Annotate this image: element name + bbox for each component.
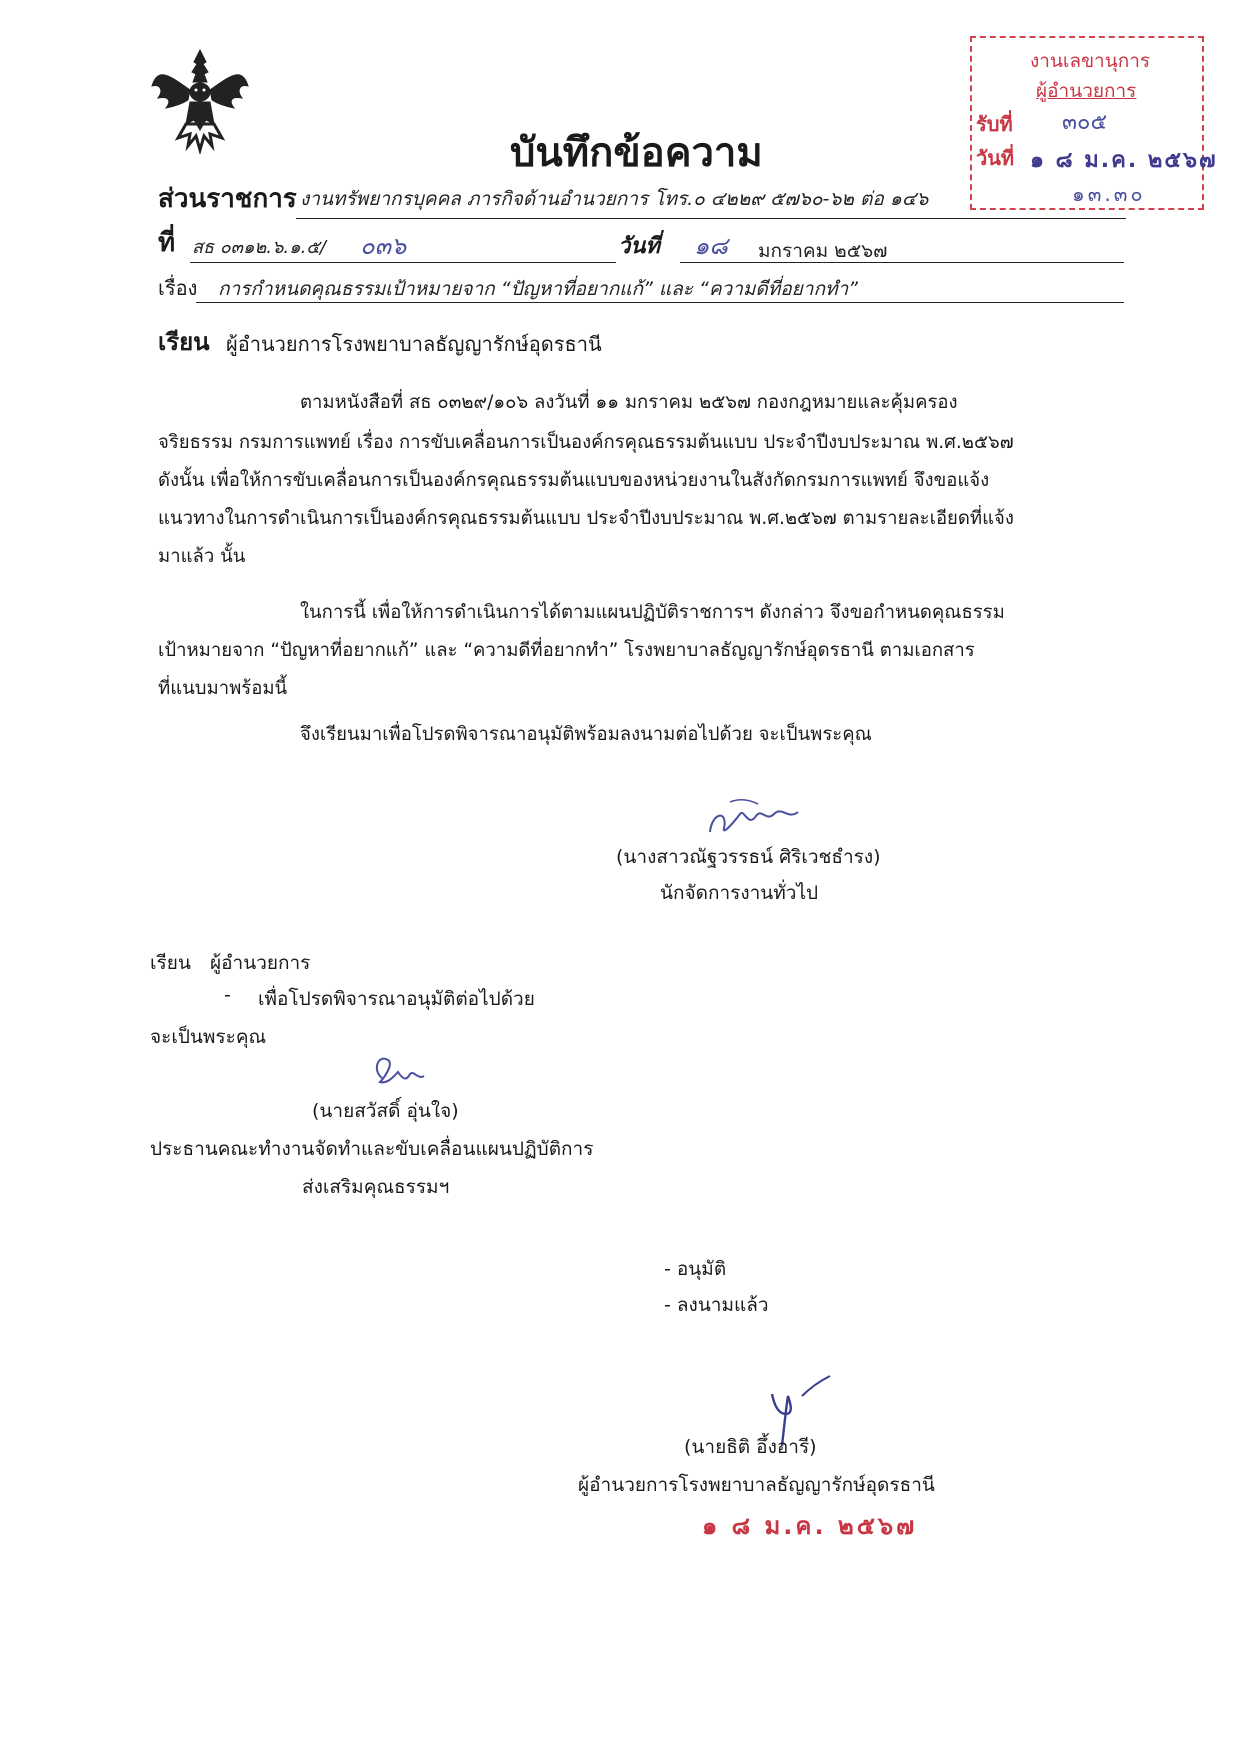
- approval-item-1: - อนุมัติ: [664, 1258, 727, 1280]
- para1-line4: แนวทางในการดำเนินการเป็นองค์กรคุณธรรมต้นแบบ ประจำปีงบประมาณ พ.ศ.๒๕๖๗ ตามรายละเอียดที่แจ้ง: [158, 508, 1014, 529]
- para1-line1: ตามหนังสือที่ สธ ๐๓๒๙/๑๐๖ ลงวันที่ ๑๑ มกราคม ๒๕๖๗ กองกฎหมายและคุ้มครอง: [300, 392, 958, 413]
- approver-name: (นายธิติ อึ้งอารี): [684, 1436, 817, 1458]
- ref-label: ที่: [158, 228, 176, 258]
- date-handwritten-day: ๑๘: [694, 232, 728, 260]
- ref-handwritten-number: ๐๓๖: [360, 232, 407, 260]
- subject-value: การกำหนดคุณธรรมเป้าหมายจาก “ปัญหาที่อยากแก้” และ “ความดีที่อยากทำ”: [218, 278, 859, 300]
- date-label: วันที่: [618, 234, 660, 259]
- stamp-date-value: ๑ ๘ ม.ค. ๒๕๖๗: [1030, 148, 1218, 173]
- endorse-position-line2: ส่งเสริมคุณธรรมฯ: [302, 1176, 450, 1198]
- approval-date-stamp: ๑ ๘ ม.ค. ๒๕๖๗: [702, 1512, 918, 1540]
- stamp-date-label: วันที่: [976, 146, 1015, 170]
- garuda-emblem-icon: [150, 46, 250, 154]
- endorse-to-label: เรียน: [150, 952, 191, 974]
- addressee-value: ผู้อำนวยการโรงพยาบาลธัญญารักษ์อุดรธานี: [226, 332, 602, 356]
- date-value: มกราคม ๒๕๖๗: [758, 240, 888, 262]
- approver-position: ผู้อำนวยการโรงพยาบาลธัญญารักษ์อุดรธานี: [578, 1474, 935, 1496]
- signature-1-icon: [700, 792, 810, 847]
- stamp-received-no: ๓๐๕: [1062, 110, 1108, 135]
- date-underline: [680, 262, 1124, 263]
- receiving-stamp: [970, 36, 1218, 210]
- signature-2-icon: [368, 1048, 438, 1097]
- ref-value: สธ ๐๓๑๒.๖.๑.๕/: [192, 237, 326, 258]
- stamp-director: ผู้อำนวยการ: [1036, 80, 1137, 102]
- signer-1-name: (นางสาวณัฐวรรธน์ ศิริเวชธำรง): [616, 846, 881, 868]
- ref-underline: [190, 262, 616, 263]
- agency-label: ส่วนราชการ: [158, 184, 297, 214]
- endorse-closing: จะเป็นพระคุณ: [150, 1026, 267, 1048]
- para2-line1: ในการนี้ เพื่อให้การดำเนินการได้ตามแผนปฏิบัติราชการฯ ดังกล่าว จึงขอกำหนดคุณธรรม: [300, 602, 1005, 623]
- para2-line2: เป้าหมายจาก “ปัญหาที่อยากแก้” และ “ความดีที่อยากทำ” โรงพยาบาลธัญญารักษ์อุดรธานี ตามเอกสาร: [158, 640, 975, 661]
- subject-underline: [196, 302, 1124, 303]
- endorse-bullet: -: [224, 984, 231, 1006]
- para1-line2: จริยธรรม กรมการแพทย์ เรื่อง การขับเคลื่อนการเป็นองค์กรคุณธรรมต้นแบบ ประจำปีงบประมาณ พ.ศ.๒๕๖๗: [158, 432, 1014, 453]
- closing-line: จึงเรียนมาเพื่อโปรดพิจารณาอนุมัติพร้อมลงนามต่อไปด้วย จะเป็นพระคุณ: [300, 724, 872, 745]
- subject-label: เรื่อง: [158, 276, 198, 300]
- addressee-label: เรียน: [158, 328, 210, 356]
- agency-value: งานทรัพยากรบุคคล ภารกิจด้านอำนวยการ โทร.๐ ๔๒๒๙ ๕๗๖๐-๖๒ ต่อ ๑๔๖: [300, 188, 929, 210]
- stamp-office: งานเลขานุการ: [1030, 50, 1151, 72]
- signer-1-position: นักจัดการงานทั่วไป: [660, 882, 819, 904]
- endorse-to-value: ผู้อำนวยการ: [210, 952, 311, 974]
- stamp-time-value: ๑๓.๓๐: [1072, 182, 1146, 206]
- para2-line3: ที่แนบมาพร้อมนี้: [158, 678, 288, 699]
- endorse-name: (นายสวัสดิ์ อุ่นใจ): [312, 1100, 459, 1122]
- document-title: บันทึกข้อความ: [510, 130, 763, 176]
- agency-underline: [296, 218, 1126, 219]
- endorse-position-line1: ประธานคณะทำงานจัดทำและขับเคลื่อนแผนปฏิบัติการ: [150, 1138, 594, 1160]
- para1-line3: ดังนั้น เพื่อให้การขับเคลื่อนการเป็นองค์กรคุณธรรมต้นแบบของหน่วยงานในสังกัดกรมการแพทย์ จึงขอแจ้ง: [158, 470, 990, 491]
- para1-line5: มาแล้ว นั้น: [158, 546, 246, 567]
- stamp-received-label: รับที่: [976, 112, 1013, 136]
- approval-item-2: - ลงนามแล้ว: [664, 1294, 769, 1316]
- endorse-item: เพื่อโปรดพิจารณาอนุมัติต่อไปด้วย: [258, 988, 535, 1010]
